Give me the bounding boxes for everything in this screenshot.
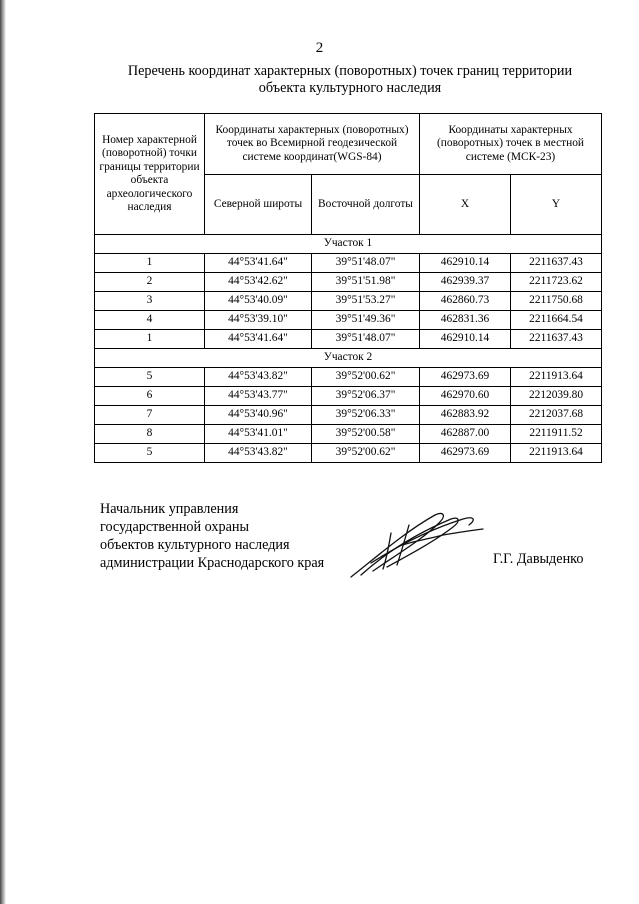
cell-number: 1 — [95, 254, 205, 273]
cell-x: 462939.37 — [420, 273, 511, 292]
table-row — [95, 311, 602, 330]
cell-x: 462887.00 — [420, 425, 511, 444]
cell-longitude: 39°51'53.27" — [312, 292, 420, 311]
cell-number: 1 — [95, 330, 205, 349]
title-line: Перечень координат характерных (поворотных) точек границ территории — [127, 63, 573, 79]
cell-latitude: 44°53'40.96" — [205, 406, 312, 425]
position-line: администрации Краснодарского края — [100, 555, 325, 571]
header-msk23: Координаты характерных (поворотных) точек в местной системе (МСК-23) — [420, 114, 602, 175]
cell-latitude: 44°53'39.10" — [205, 311, 312, 330]
table-row — [95, 406, 602, 425]
cell-y: 2211664.54 — [511, 311, 602, 330]
table-row — [95, 368, 602, 387]
document-title — [60, 63, 639, 97]
cell-number: 7 — [95, 406, 205, 425]
cell-y: 2211750.68 — [511, 292, 602, 311]
cell-number: 2 — [95, 273, 205, 292]
table-row — [95, 330, 602, 349]
cell-x: 462910.14 — [420, 254, 511, 273]
title-line: объекта культурного наследия — [258, 80, 442, 96]
cell-longitude: 39°52'00.58" — [312, 425, 420, 444]
cell-longitude: 39°52'00.62" — [312, 444, 420, 463]
cell-number: 6 — [95, 387, 205, 406]
cell-longitude: 39°52'06.37" — [312, 387, 420, 406]
coordinates-table — [94, 113, 602, 463]
cell-longitude: 39°52'06.33" — [312, 406, 420, 425]
cell-latitude: 44°53'41.64" — [205, 254, 312, 273]
cell-y: 2211913.64 — [511, 444, 602, 463]
cell-y: 2211913.64 — [511, 368, 602, 387]
position-line: государственной охраны — [100, 519, 250, 535]
cell-number: 8 — [95, 425, 205, 444]
cell-x: 462973.69 — [420, 444, 511, 463]
cell-latitude: 44°53'42.62" — [205, 273, 312, 292]
section-label: Участок 2 — [95, 349, 602, 368]
table-row — [95, 425, 602, 444]
cell-longitude: 39°52'00.62" — [312, 368, 420, 387]
table-row — [95, 387, 602, 406]
scan-edge — [0, 0, 6, 904]
cell-latitude: 44°53'40.09" — [205, 292, 312, 311]
cell-latitude: 44°53'41.64" — [205, 330, 312, 349]
table-row — [95, 292, 602, 311]
cell-y: 2211637.43 — [511, 254, 602, 273]
cell-longitude: 39°51'48.07" — [312, 254, 420, 273]
page-number: 2 — [315, 40, 324, 56]
cell-latitude: 44°53'41.01" — [205, 425, 312, 444]
cell-number: 4 — [95, 311, 205, 330]
cell-x: 462973.69 — [420, 368, 511, 387]
table-row — [95, 254, 602, 273]
header-wgs84: Координаты характерных (поворотных) точек во Всемирной геодезической системе координат(WGS-84) — [205, 114, 420, 175]
cell-y: 2212037.68 — [511, 406, 602, 425]
cell-latitude: 44°53'43.82" — [205, 368, 312, 387]
cell-longitude: 39°51'51.98" — [312, 273, 420, 292]
cell-y: 2211723.62 — [511, 273, 602, 292]
table-row — [95, 273, 602, 292]
cell-number: 5 — [95, 368, 205, 387]
cell-number: 5 — [95, 444, 205, 463]
cell-x: 462860.73 — [420, 292, 511, 311]
header-north-latitude: Северной широты — [205, 174, 312, 235]
header-east-longitude: Восточной долготы — [312, 174, 420, 235]
position-line: Начальник управления — [100, 501, 239, 517]
cell-y: 2212039.80 — [511, 387, 602, 406]
handwritten-signature — [343, 505, 493, 585]
cell-x: 462970.60 — [420, 387, 511, 406]
cell-longitude: 39°51'48.07" — [312, 330, 420, 349]
signatory-position — [100, 500, 324, 572]
section-label: Участок 1 — [95, 235, 602, 254]
cell-number: 3 — [95, 292, 205, 311]
cell-x: 462883.92 — [420, 406, 511, 425]
cell-latitude: 44°53'43.77" — [205, 387, 312, 406]
cell-y: 2211911.52 — [511, 425, 602, 444]
header-point-number: Номер характерной (поворотной) точки границы территории объекта археологического наследия — [95, 114, 205, 235]
signer-name: Г.Г. Давыденко — [493, 551, 584, 567]
header-y: Y — [511, 174, 602, 235]
cell-x: 462831.36 — [420, 311, 511, 330]
cell-latitude: 44°53'43.82" — [205, 444, 312, 463]
position-line: объектов культурного наследия — [100, 537, 290, 553]
table-row — [95, 444, 602, 463]
cell-x: 462910.14 — [420, 330, 511, 349]
header-x: X — [420, 174, 511, 235]
cell-longitude: 39°51'49.36" — [312, 311, 420, 330]
cell-y: 2211637.43 — [511, 330, 602, 349]
